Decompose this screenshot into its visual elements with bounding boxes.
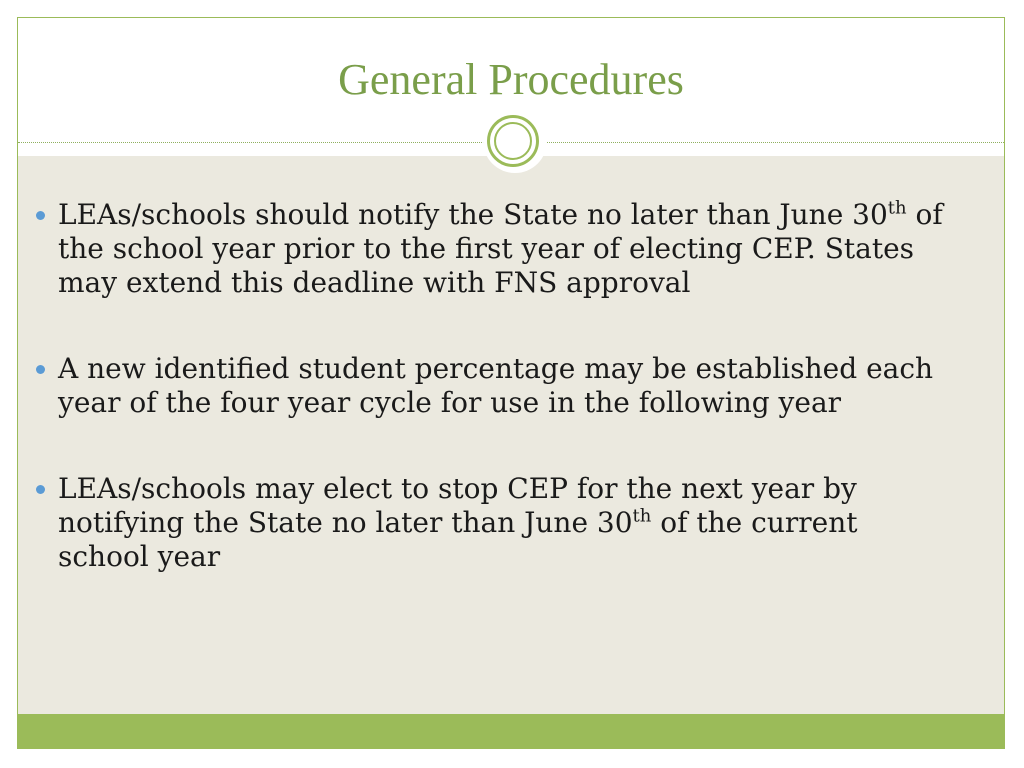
circle-ornament-icon (487, 115, 539, 167)
bullet-icon (36, 365, 45, 374)
bullet-text: A new identified student percentage may be established each year of the four year cycle for use in the following year (58, 352, 934, 419)
bullet-icon (36, 485, 45, 494)
circle-ornament-inner (494, 122, 532, 160)
bullet-list (36, 198, 956, 626)
bullet-text: LEAs/schools should notify the State no later than June 30th of the school year prior to the first year of electing CEP. States may extend this deadline with FNS approval (58, 197, 943, 299)
footer-bar (18, 714, 1004, 748)
bullet-item (36, 352, 956, 420)
slide-title: General Procedures (338, 55, 684, 104)
bullet-text: LEAs/schools may elect to stop CEP for the next year by notifying the State no later than June 30th of the current school year (58, 472, 858, 573)
bullet-item (36, 472, 956, 574)
bullet-item (36, 198, 956, 300)
bullet-icon (36, 211, 45, 220)
